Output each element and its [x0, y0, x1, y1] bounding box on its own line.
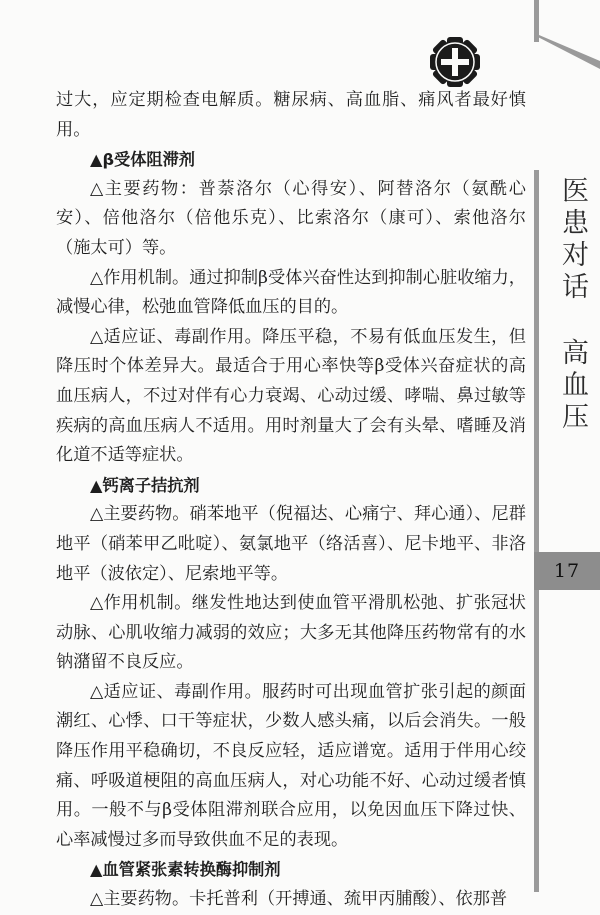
side-rule-bottom [534, 590, 539, 892]
page-number: 17 [553, 560, 581, 582]
vertical-section-title [552, 176, 592, 434]
medical-cross-logo-icon [428, 36, 482, 88]
section-title-part2: 高血压 [557, 338, 588, 434]
heading-ace-inhibitors: ▲血管紧张素转换酶抑制剂 [90, 860, 281, 880]
paragraph-main-drugs: △主要药物。硝苯地平（倪福达、心痛宁、拜心通）、尼群地平（硝苯甲乙吡啶）、氨氯地平（络活喜）、尼卡地平、非洛地平（波依定）、尼索地平等。 [56, 504, 526, 584]
side-rule-top [534, 0, 539, 42]
paragraph-indications: △适应证、毒副作用。服药时可出现血管扩张引起的颜面潮红、心悸、口干等症状，少数人感头痛，以后会消失。一般降压作用平稳确切，不良反应轻，适应谱宽。适用于伴用心绞痛、呼吸道梗阻的高血压病人，对心功能不好、心动过缓者慎用。一般不与β受体阻滞剂联合应用，以免因血压下降过快、心率减慢过多而导致供血不足的表现。 [56, 681, 526, 850]
paragraph-main-drugs: △主要药物。卡托普利（开搏通、巯甲丙脯酸）、依那普 [90, 889, 508, 910]
paragraph-mechanism: △作用机制。继发性地达到使血管平滑肌松弛、扩张冠状动脉、心肌收缩力减弱的效应；大多无其他降压药物常有的水钠潴留不良反应。 [56, 593, 526, 673]
side-rule-diagonal [520, 35, 600, 69]
page-number-tab [534, 552, 600, 590]
body-text [56, 86, 526, 915]
paragraph-indications: △适应证、毒副作用。降压平稳，不易有低血压发生，但降压时个体差异大。最适合于用心率快等β受体兴奋症状的高血压病人，不过对伴有心力衰竭、心动过缓、哮喘、鼻过敏等疾病的高血压病人不适用。用时剂量大了会有头晕、嗜睡及消化道不适等症状。 [56, 326, 526, 466]
paragraph-continued: 过大，应定期检查电解质。糖尿病、高血脂、痛风者最好慎用。 [56, 90, 526, 140]
side-rule-middle [534, 170, 539, 554]
heading-beta-blockers: ▲β受体阻滞剂 [90, 150, 195, 170]
section-title-part1: 医患对话 [557, 176, 588, 304]
paragraph-main-drugs: △主要药物：普萘洛尔（心得安）、阿替洛尔（氨酰心安）、倍他洛尔（倍他乐克）、比索洛尔（康可）、索他洛尔（施太可）等。 [56, 178, 526, 258]
paragraph-mechanism: △作用机制。通过抑制β受体兴奋性达到抑制心脏收缩力，减慢心律，松弛血管降低血压的目的。 [56, 267, 526, 318]
heading-calcium-blockers: ▲钙离子拮抗剂 [90, 475, 200, 495]
